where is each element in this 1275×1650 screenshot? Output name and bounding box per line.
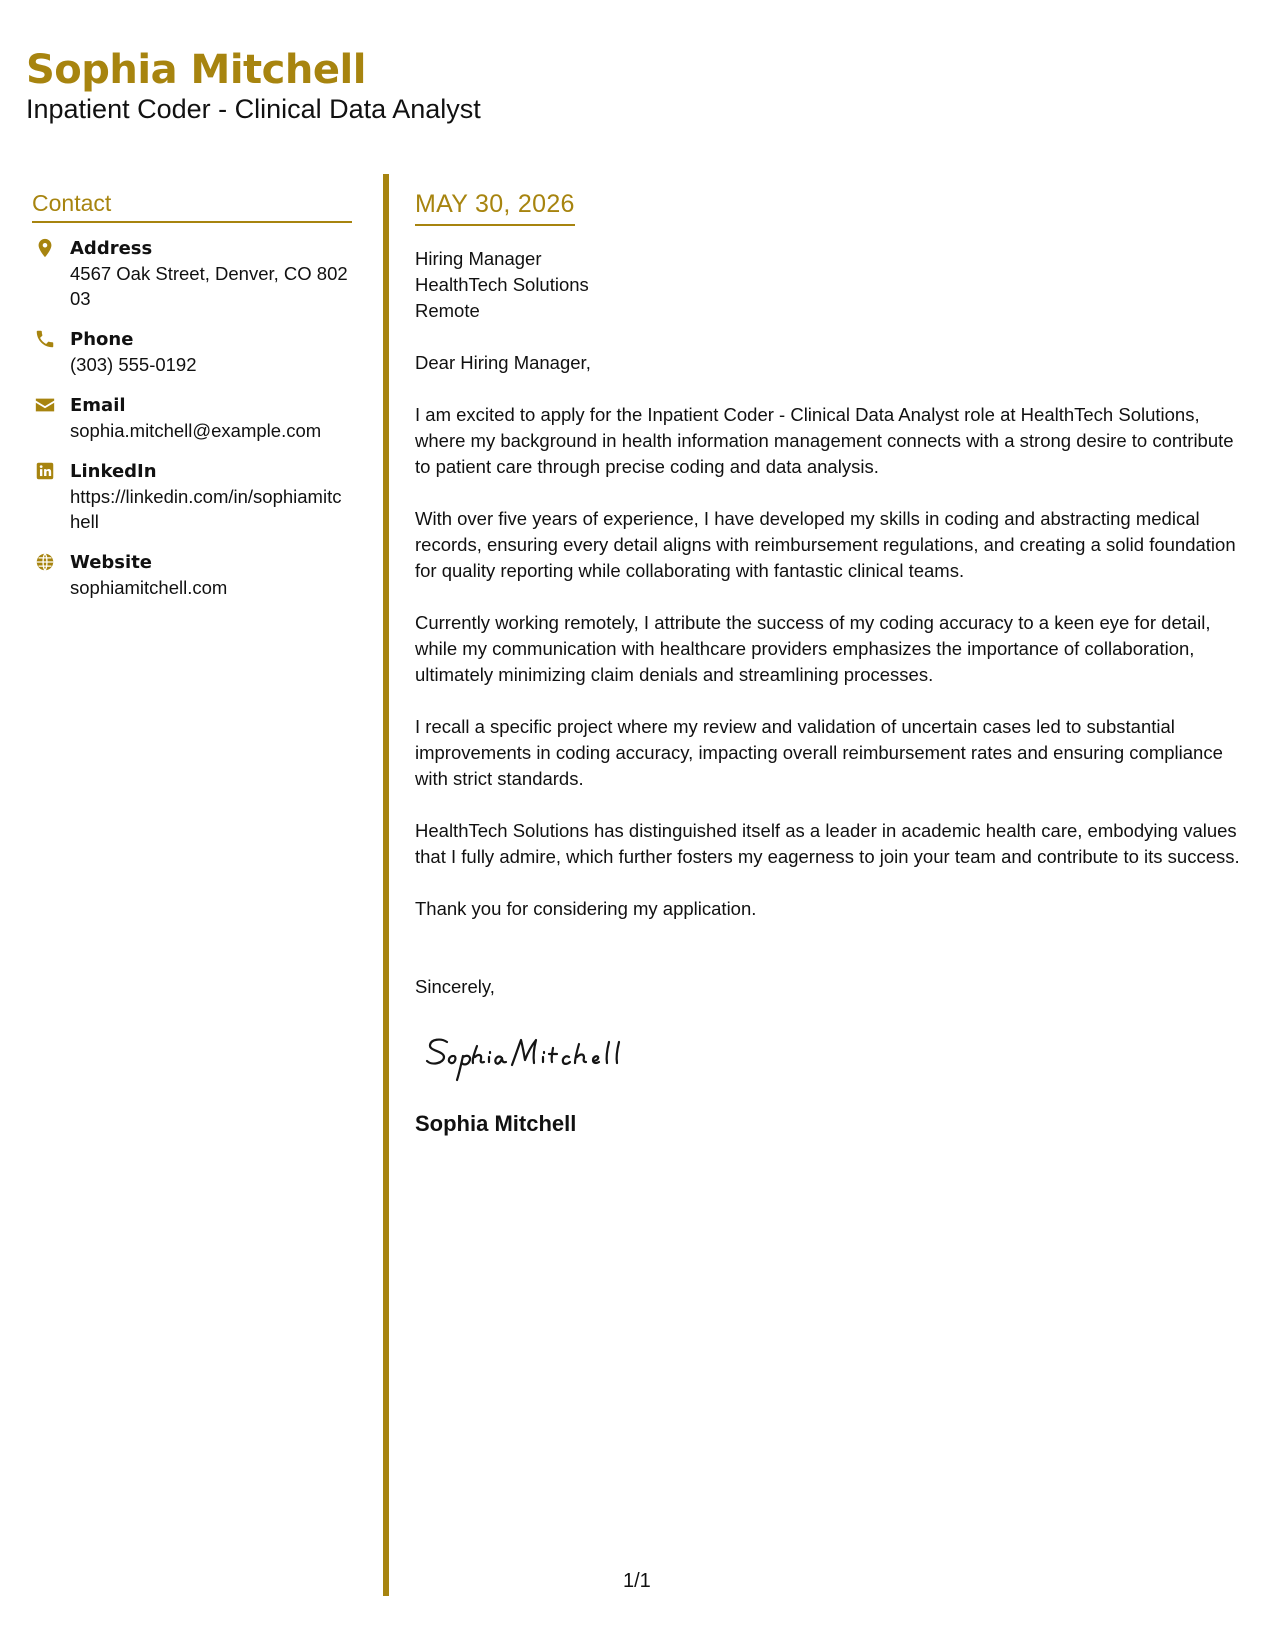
recipient-block bbox=[415, 246, 1245, 324]
applicant-name: Sophia Mitchell bbox=[26, 47, 366, 93]
closing-thanks: Thank you for considering my application. bbox=[415, 898, 757, 919]
paragraph: Currently working remotely, I attribute the success of my coding accuracy to a keen eye for detail, while my communication with healthcare providers emphasizes the importance of collaboration, ultimately minimizing claim denials and streamlining processes. bbox=[415, 612, 1211, 685]
paragraph: I recall a specific project where my review and validation of uncertain cases led to substantial improvements in coding accuracy, impacting overall reimbursement rates and ensuring compliance with strict standards. bbox=[415, 716, 1223, 789]
header bbox=[26, 48, 481, 125]
linkedin-icon bbox=[34, 460, 56, 482]
paragraph: HealthTech Solutions has distinguished itself as a leader in academic health care, embodying values that I fully admire, which further fosters my eagerness to join your team and contribute to its success. bbox=[415, 820, 1240, 867]
column-divider bbox=[383, 174, 389, 1596]
letter-date: MAY 30, 2026 bbox=[415, 190, 575, 226]
phone-value: (303) 555-0192 bbox=[70, 354, 197, 375]
page-number: 1/1 bbox=[623, 1570, 651, 1592]
map-pin-icon bbox=[34, 237, 56, 259]
linkedin-label: LinkedIn bbox=[70, 461, 157, 482]
signed-name: Sophia Mitchell bbox=[415, 1111, 577, 1136]
phone-icon bbox=[34, 328, 56, 350]
closing: Sincerely, bbox=[415, 976, 495, 997]
address-label: Address bbox=[70, 238, 153, 259]
contact-item-website bbox=[32, 551, 352, 600]
envelope-icon bbox=[34, 394, 56, 416]
greeting: Dear Hiring Manager, bbox=[415, 352, 591, 373]
linkedin-value[interactable]: https://linkedin.com/in/sophiamitchell bbox=[70, 486, 342, 532]
globe-icon bbox=[34, 551, 56, 573]
recipient-location: Remote bbox=[415, 300, 480, 321]
contact-item-address bbox=[32, 237, 352, 311]
phone-label: Phone bbox=[70, 329, 134, 350]
paragraph: I am excited to apply for the Inpatient Coder - Clinical Data Analyst role at HealthTech Solutions, where my background in health information management connects with a strong desire to contribute to patient care through precise coding and data analysis. bbox=[415, 404, 1234, 477]
contact-sidebar bbox=[32, 190, 352, 617]
letter-body bbox=[415, 190, 1245, 1137]
contact-item-phone bbox=[32, 328, 352, 377]
contact-heading: Contact bbox=[32, 190, 352, 223]
contact-item-linkedin bbox=[32, 460, 352, 534]
handwritten-signature bbox=[423, 1026, 683, 1084]
email-label: Email bbox=[70, 395, 126, 416]
contact-item-email bbox=[32, 394, 352, 443]
website-value[interactable]: sophiamitchell.com bbox=[70, 577, 228, 598]
recipient-name: Hiring Manager bbox=[415, 248, 542, 269]
email-value[interactable]: sophia.mitchell@example.com bbox=[70, 420, 322, 441]
contact-list bbox=[32, 237, 352, 600]
job-title: Inpatient Coder - Clinical Data Analyst bbox=[26, 94, 481, 124]
recipient-company: HealthTech Solutions bbox=[415, 274, 589, 295]
website-label: Website bbox=[70, 552, 153, 573]
paragraph: With over five years of experience, I have developed my skills in coding and abstracting medical records, ensuring every detail aligns with reimbursement regulations, and creating a solid foundation for quality reporting while collaborating with fantastic clinical teams. bbox=[415, 508, 1236, 581]
address-value: 4567 Oak Street, Denver, CO 80203 bbox=[70, 263, 348, 309]
